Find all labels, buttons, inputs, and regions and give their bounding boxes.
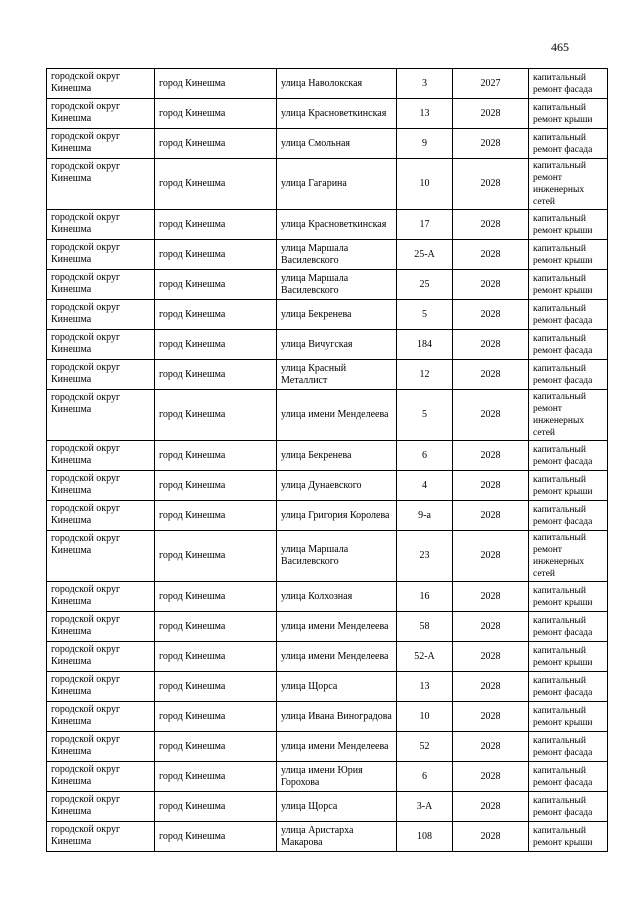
municipality-cell: городской округ Кинешма bbox=[47, 672, 155, 702]
street-cell: улица имени Менделеева bbox=[277, 390, 397, 441]
municipality-cell: городской округ Кинешма bbox=[47, 240, 155, 270]
street-cell: улица Ивана Виноградова bbox=[277, 702, 397, 732]
settlement-cell: город Кинешма bbox=[155, 501, 277, 531]
work-type-cell: капитальный ремонт фасада bbox=[529, 129, 608, 159]
municipality-cell: городской округ Кинешма bbox=[47, 822, 155, 852]
street-cell: улица Щорса bbox=[277, 792, 397, 822]
municipality-cell: городской округ Кинешма bbox=[47, 501, 155, 531]
table-row bbox=[47, 642, 608, 672]
table-row bbox=[47, 531, 608, 582]
year-cell: 2028 bbox=[453, 702, 529, 732]
table-row bbox=[47, 210, 608, 240]
work-type-cell: капитальный ремонт фасада bbox=[529, 360, 608, 390]
municipality-cell: городской округ Кинешма bbox=[47, 732, 155, 762]
house-number-cell: 5 bbox=[397, 300, 453, 330]
house-number-cell: 17 bbox=[397, 210, 453, 240]
street-cell: улица Наволокская bbox=[277, 69, 397, 99]
settlement-cell: город Кинешма bbox=[155, 732, 277, 762]
municipality-cell: городской округ Кинешма bbox=[47, 69, 155, 99]
house-number-cell: 52 bbox=[397, 732, 453, 762]
year-cell: 2027 bbox=[453, 69, 529, 99]
house-number-cell: 5 bbox=[397, 390, 453, 441]
year-cell: 2028 bbox=[453, 159, 529, 210]
year-cell: 2028 bbox=[453, 300, 529, 330]
street-cell: улица Вичугская bbox=[277, 330, 397, 360]
table-row bbox=[47, 300, 608, 330]
house-number-cell: 184 bbox=[397, 330, 453, 360]
settlement-cell: город Кинешма bbox=[155, 210, 277, 240]
settlement-cell: город Кинешма bbox=[155, 582, 277, 612]
table-row bbox=[47, 792, 608, 822]
street-cell: улица Красный Металлист bbox=[277, 360, 397, 390]
year-cell: 2028 bbox=[453, 762, 529, 792]
year-cell: 2028 bbox=[453, 360, 529, 390]
work-type-cell: капитальный ремонт крыши bbox=[529, 822, 608, 852]
settlement-cell: город Кинешма bbox=[155, 360, 277, 390]
year-cell: 2028 bbox=[453, 732, 529, 762]
municipality-cell: городской округ Кинешма bbox=[47, 360, 155, 390]
table-row bbox=[47, 672, 608, 702]
work-type-cell: капитальный ремонт крыши bbox=[529, 642, 608, 672]
municipality-cell: городской округ Кинешма bbox=[47, 762, 155, 792]
work-type-cell: капитальный ремонт фасада bbox=[529, 69, 608, 99]
table-row bbox=[47, 501, 608, 531]
settlement-cell: город Кинешма bbox=[155, 792, 277, 822]
work-type-cell: капитальный ремонт инженерных сетей bbox=[529, 531, 608, 582]
municipality-cell: городской округ Кинешма bbox=[47, 582, 155, 612]
table-row bbox=[47, 762, 608, 792]
year-cell: 2028 bbox=[453, 390, 529, 441]
street-cell: улица Красноветкинская bbox=[277, 99, 397, 129]
work-type-cell: капитальный ремонт фасада bbox=[529, 762, 608, 792]
street-cell: улица Щорса bbox=[277, 672, 397, 702]
house-number-cell: 6 bbox=[397, 441, 453, 471]
street-cell: улица Маршала Василевского bbox=[277, 270, 397, 300]
settlement-cell: город Кинешма bbox=[155, 702, 277, 732]
work-type-cell: капитальный ремонт крыши bbox=[529, 270, 608, 300]
settlement-cell: город Кинешма bbox=[155, 99, 277, 129]
municipality-cell: городской округ Кинешма bbox=[47, 99, 155, 129]
table-row bbox=[47, 390, 608, 441]
year-cell: 2028 bbox=[453, 501, 529, 531]
municipality-cell: городской округ Кинешма bbox=[47, 792, 155, 822]
settlement-cell: город Кинешма bbox=[155, 69, 277, 99]
table-row bbox=[47, 702, 608, 732]
year-cell: 2028 bbox=[453, 210, 529, 240]
year-cell: 2028 bbox=[453, 129, 529, 159]
house-number-cell: 9 bbox=[397, 129, 453, 159]
settlement-cell: город Кинешма bbox=[155, 300, 277, 330]
year-cell: 2028 bbox=[453, 330, 529, 360]
page-number: 465 bbox=[551, 40, 569, 54]
settlement-cell: город Кинешма bbox=[155, 471, 277, 501]
table-row bbox=[47, 822, 608, 852]
settlement-cell: город Кинешма bbox=[155, 390, 277, 441]
house-number-cell: 58 bbox=[397, 612, 453, 642]
house-number-cell: 16 bbox=[397, 582, 453, 612]
street-cell: улица Смольная bbox=[277, 129, 397, 159]
house-number-cell: 6 bbox=[397, 762, 453, 792]
municipality-cell: городской округ Кинешма bbox=[47, 300, 155, 330]
year-cell: 2028 bbox=[453, 471, 529, 501]
settlement-cell: город Кинешма bbox=[155, 129, 277, 159]
street-cell: улица Аристарха Макарова bbox=[277, 822, 397, 852]
table-row bbox=[47, 612, 608, 642]
municipality-cell: городской округ Кинешма bbox=[47, 330, 155, 360]
table-row bbox=[47, 582, 608, 612]
work-type-cell: капитальный ремонт крыши bbox=[529, 471, 608, 501]
table-row bbox=[47, 732, 608, 762]
table-row bbox=[47, 240, 608, 270]
house-number-cell: 23 bbox=[397, 531, 453, 582]
settlement-cell: город Кинешма bbox=[155, 612, 277, 642]
street-cell: улица имени Менделеева bbox=[277, 732, 397, 762]
street-cell: улица имени Менделеева bbox=[277, 642, 397, 672]
municipality-cell: городской округ Кинешма bbox=[47, 159, 155, 210]
settlement-cell: город Кинешма bbox=[155, 642, 277, 672]
table-row bbox=[47, 360, 608, 390]
work-type-cell: капитальный ремонт фасада bbox=[529, 501, 608, 531]
table-row bbox=[47, 270, 608, 300]
street-cell: улица Колхозная bbox=[277, 582, 397, 612]
year-cell: 2028 bbox=[453, 822, 529, 852]
street-cell: улица имени Юрия Горохова bbox=[277, 762, 397, 792]
table-row bbox=[47, 69, 608, 99]
repair-schedule-table bbox=[46, 68, 608, 852]
table-row bbox=[47, 330, 608, 360]
street-cell: улица Красноветкинская bbox=[277, 210, 397, 240]
house-number-cell: 25 bbox=[397, 270, 453, 300]
table-row bbox=[47, 159, 608, 210]
year-cell: 2028 bbox=[453, 270, 529, 300]
street-cell: улица Маршала Василевского bbox=[277, 531, 397, 582]
municipality-cell: городской округ Кинешма bbox=[47, 702, 155, 732]
settlement-cell: город Кинешма bbox=[155, 531, 277, 582]
table-row bbox=[47, 99, 608, 129]
street-cell: улица Дунаевского bbox=[277, 471, 397, 501]
settlement-cell: город Кинешма bbox=[155, 159, 277, 210]
work-type-cell: капитальный ремонт фасада bbox=[529, 441, 608, 471]
settlement-cell: город Кинешма bbox=[155, 762, 277, 792]
municipality-cell: городской округ Кинешма bbox=[47, 471, 155, 501]
year-cell: 2028 bbox=[453, 99, 529, 129]
settlement-cell: город Кинешма bbox=[155, 822, 277, 852]
year-cell: 2028 bbox=[453, 582, 529, 612]
work-type-cell: капитальный ремонт инженерных сетей bbox=[529, 390, 608, 441]
table-row bbox=[47, 471, 608, 501]
municipality-cell: городской округ Кинешма bbox=[47, 129, 155, 159]
municipality-cell: городской округ Кинешма bbox=[47, 441, 155, 471]
work-type-cell: капитальный ремонт крыши bbox=[529, 582, 608, 612]
year-cell: 2028 bbox=[453, 612, 529, 642]
street-cell: улица Бекренева bbox=[277, 441, 397, 471]
house-number-cell: 12 bbox=[397, 360, 453, 390]
year-cell: 2028 bbox=[453, 531, 529, 582]
municipality-cell: городской округ Кинешма bbox=[47, 642, 155, 672]
table-row bbox=[47, 129, 608, 159]
street-cell: улица имени Менделеева bbox=[277, 612, 397, 642]
municipality-cell: городской округ Кинешма bbox=[47, 531, 155, 582]
work-type-cell: капитальный ремонт инженерных сетей bbox=[529, 159, 608, 210]
year-cell: 2028 bbox=[453, 642, 529, 672]
street-cell: улица Гагарина bbox=[277, 159, 397, 210]
work-type-cell: капитальный ремонт фасада bbox=[529, 300, 608, 330]
street-cell: улица Григория Королева bbox=[277, 501, 397, 531]
year-cell: 2028 bbox=[453, 792, 529, 822]
house-number-cell: 13 bbox=[397, 99, 453, 129]
house-number-cell: 3-А bbox=[397, 792, 453, 822]
municipality-cell: городской округ Кинешма bbox=[47, 210, 155, 240]
settlement-cell: город Кинешма bbox=[155, 270, 277, 300]
house-number-cell: 13 bbox=[397, 672, 453, 702]
work-type-cell: капитальный ремонт фасада bbox=[529, 672, 608, 702]
settlement-cell: город Кинешма bbox=[155, 441, 277, 471]
house-number-cell: 10 bbox=[397, 159, 453, 210]
work-type-cell: капитальный ремонт фасада bbox=[529, 732, 608, 762]
street-cell: улица Бекренева bbox=[277, 300, 397, 330]
table-row bbox=[47, 441, 608, 471]
settlement-cell: город Кинешма bbox=[155, 240, 277, 270]
house-number-cell: 3 bbox=[397, 69, 453, 99]
municipality-cell: городской округ Кинешма bbox=[47, 612, 155, 642]
work-type-cell: капитальный ремонт крыши bbox=[529, 210, 608, 240]
municipality-cell: городской округ Кинешма bbox=[47, 390, 155, 441]
work-type-cell: капитальный ремонт фасада bbox=[529, 612, 608, 642]
house-number-cell: 25-А bbox=[397, 240, 453, 270]
house-number-cell: 4 bbox=[397, 471, 453, 501]
house-number-cell: 9-а bbox=[397, 501, 453, 531]
house-number-cell: 108 bbox=[397, 822, 453, 852]
work-type-cell: капитальный ремонт крыши bbox=[529, 99, 608, 129]
house-number-cell: 10 bbox=[397, 702, 453, 732]
year-cell: 2028 bbox=[453, 240, 529, 270]
work-type-cell: капитальный ремонт фасада bbox=[529, 792, 608, 822]
year-cell: 2028 bbox=[453, 441, 529, 471]
house-number-cell: 52-А bbox=[397, 642, 453, 672]
settlement-cell: город Кинешма bbox=[155, 330, 277, 360]
work-type-cell: капитальный ремонт крыши bbox=[529, 240, 608, 270]
work-type-cell: капитальный ремонт крыши bbox=[529, 702, 608, 732]
year-cell: 2028 bbox=[453, 672, 529, 702]
municipality-cell: городской округ Кинешма bbox=[47, 270, 155, 300]
work-type-cell: капитальный ремонт фасада bbox=[529, 330, 608, 360]
settlement-cell: город Кинешма bbox=[155, 672, 277, 702]
street-cell: улица Маршала Василевского bbox=[277, 240, 397, 270]
